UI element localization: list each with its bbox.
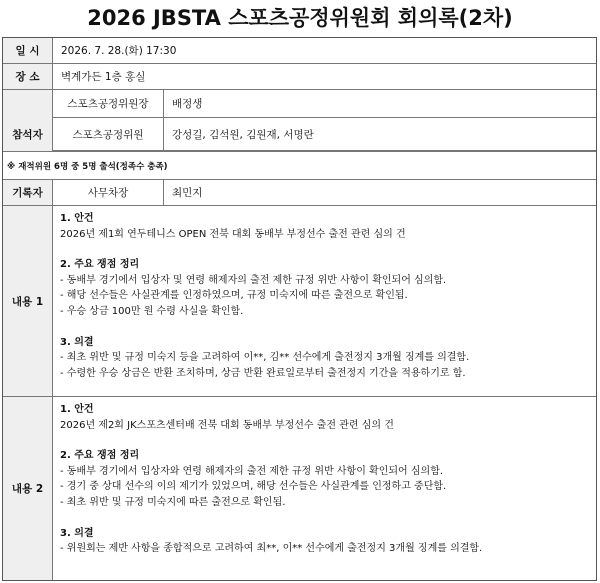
attendee-members-names: 강성길, 김석원, 김원재, 서명란: [172, 128, 314, 141]
content2-issue: - 경기 중 상대 선수의 이의 제기가 있었으며, 해당 선수들은 사실관계를 인정하고 중단함.: [60, 481, 447, 493]
content1-label: 내용 1: [3, 206, 53, 396]
content1-decision-title: 3. 의결: [60, 336, 94, 348]
content1-issue: - 우승 상금 100만 원 수령 사실을 확인함.: [60, 305, 244, 317]
content2-row: [3, 397, 596, 580]
content1-agenda: 2026년 제1회 연두테니스 OPEN 전북 대회 동배부 부정선수 출전 관련 심의 건: [60, 228, 406, 240]
content1-agenda-title: 1. 안건: [60, 213, 94, 224]
attendees-row: [3, 90, 596, 180]
document-title: 2026 JBSTA 스포츠공정위원회 회의록(2차): [87, 6, 513, 30]
attendee-chair-role: 스포츠공정위원장: [53, 90, 164, 117]
place-row: [3, 64, 596, 90]
content2-body: [53, 397, 596, 580]
content2-issue: - 동배부 경기에서 입상자와 연령 해제자의 출전 제한 규정 위반 사항이 확인되어 심의함.: [60, 465, 444, 477]
content1-row: [3, 206, 596, 397]
recorder-name: 최민지: [172, 187, 203, 199]
content2-decision: - 위원회는 제반 사항을 종합적으로 고려하여 최**, 이** 선수에게 출전정지 3개월 징계를 의결함.: [60, 543, 483, 555]
content2-agenda: 2026년 제2회 JK스포츠센터배 전북 대회 동배부 부정선수 출전 관련 심의 건: [60, 419, 394, 431]
place-label: 장 소: [3, 64, 53, 89]
content2-label: 내용 2: [3, 397, 53, 580]
content2-issue: - 최초 위반 및 규정 미숙지에 따른 출전으로 확인됨.: [60, 496, 286, 508]
content1-issue: - 해당 선수들은 사실관계를 인정하였으며, 규정 미숙지에 따른 출전으로 확인됨.: [60, 290, 408, 302]
date-row: [3, 38, 596, 64]
content1-body: [53, 206, 596, 396]
date-value: 2026. 7. 28.(화) 17:30: [61, 45, 177, 57]
attendee-members-row: [53, 118, 596, 151]
content1-issue: - 동배부 경기에서 입상자 및 연령 해제자의 출전 제한 규정 위반 사항이 확인되어 심의함.: [60, 274, 447, 286]
attendee-chair-row: [53, 90, 596, 118]
recorder-row: [3, 180, 596, 206]
attendee-chair-names: 배정생: [172, 98, 203, 110]
content1-decision: - 최초 위반 및 규정 미숙지 등을 고려하여 이**, 김** 선수에게 출전정지 3개월 징계를 의결함.: [60, 352, 470, 364]
quorum-note: ※ 재적위원 6명 중 5명 출석(정족수 충족): [3, 151, 596, 179]
content2-decision-title: 3. 의결: [60, 527, 94, 539]
content1-decision: - 수령한 우승 상금은 반환 조치하며, 상금 반환 완료일로부터 출전정지 기간을 적용하기로 함.: [60, 367, 466, 379]
place-value: 벽계가든 1층 홍실: [61, 71, 146, 83]
attendees-label: 참석자: [3, 90, 53, 179]
content2-agenda-title: 1. 안건: [60, 404, 94, 415]
attendee-members-role: 스포츠공정위원: [53, 118, 164, 150]
date-label: 일 시: [3, 38, 53, 63]
recorder-role: 사무차장: [53, 180, 164, 205]
recorder-label: 기록자: [3, 180, 53, 205]
minutes-table: [2, 37, 597, 581]
content1-issues-title: 2. 주요 쟁점 정리: [60, 259, 140, 271]
content2-issues-title: 2. 주요 쟁점 정리: [60, 450, 140, 462]
